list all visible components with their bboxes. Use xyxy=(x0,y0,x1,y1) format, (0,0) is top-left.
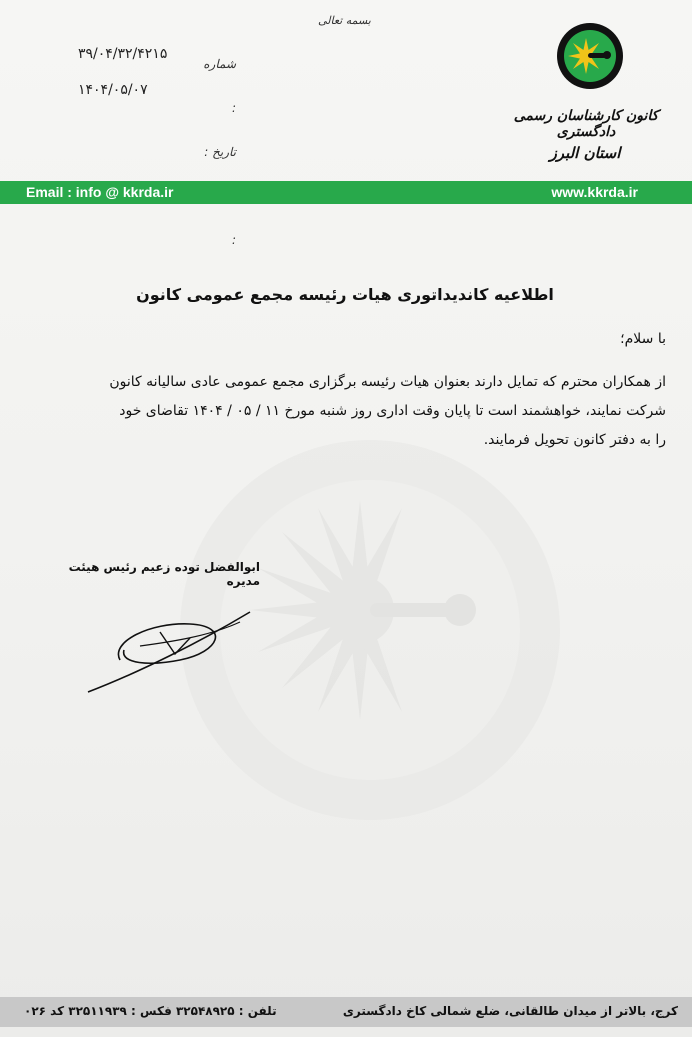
body-line: را به دفتر کانون تحویل فرمایند. xyxy=(483,432,666,448)
letter-meta-labels xyxy=(196,46,236,262)
attachment-label: : xyxy=(231,233,236,247)
footer-address: کرج، بالاتر از میدان طالقانی، ضلع شمالی کاخ دادگستری xyxy=(342,1004,678,1018)
letter-meta-values xyxy=(78,36,167,108)
greeting: با سلام؛ xyxy=(620,331,666,347)
basmala: بسمه تعالی xyxy=(318,14,371,27)
footer-contacts: تلفن : ۳۲۵۴۸۹۲۵ فکس : ۳۲۵۱۱۹۳۹ کد ۰۲۶ xyxy=(24,1004,277,1018)
date-label: تاریخ : xyxy=(204,145,236,159)
announcement-body xyxy=(44,368,666,455)
website-text: www.kkrda.ir xyxy=(551,184,638,200)
footer-bar xyxy=(0,997,692,1027)
body-line: از همکاران محترم که تمایل دارند بعنوان هیات رئیسه برگزاری مجمع عمومی عادی سالیانه کانون xyxy=(109,374,666,390)
organization-name: کانون کارشناسان رسمی دادگستری xyxy=(513,108,659,140)
signer-name: ابوالفضل توده زعیم رئیس هیئت مدیره xyxy=(68,560,260,588)
contact-bar xyxy=(0,181,692,204)
handwritten-signature xyxy=(80,602,260,698)
body-line: شرکت نمایند، خواهشمند است تا پایان وقت اداری روز شنبه مورخ ۱۱ / ۰۵ / ۱۴۰۴ تقاضای خود xyxy=(119,403,666,419)
organization-logo-icon xyxy=(556,22,624,90)
announcement-title: اطلاعیه کاندیداتوری هیات رئیسه مجمع عمومی کانون xyxy=(136,285,554,304)
number-label: شماره : xyxy=(203,57,236,115)
email-text: Email : info @ kkrda.ir xyxy=(26,184,174,200)
organization-province: استان البرز xyxy=(549,144,621,162)
letter-number: ۳۹/۰۴/۳۲/۴۲۱۵ xyxy=(78,46,168,62)
letter-date: ۱۴۰۴/۰۵/۰۷ xyxy=(78,82,148,98)
